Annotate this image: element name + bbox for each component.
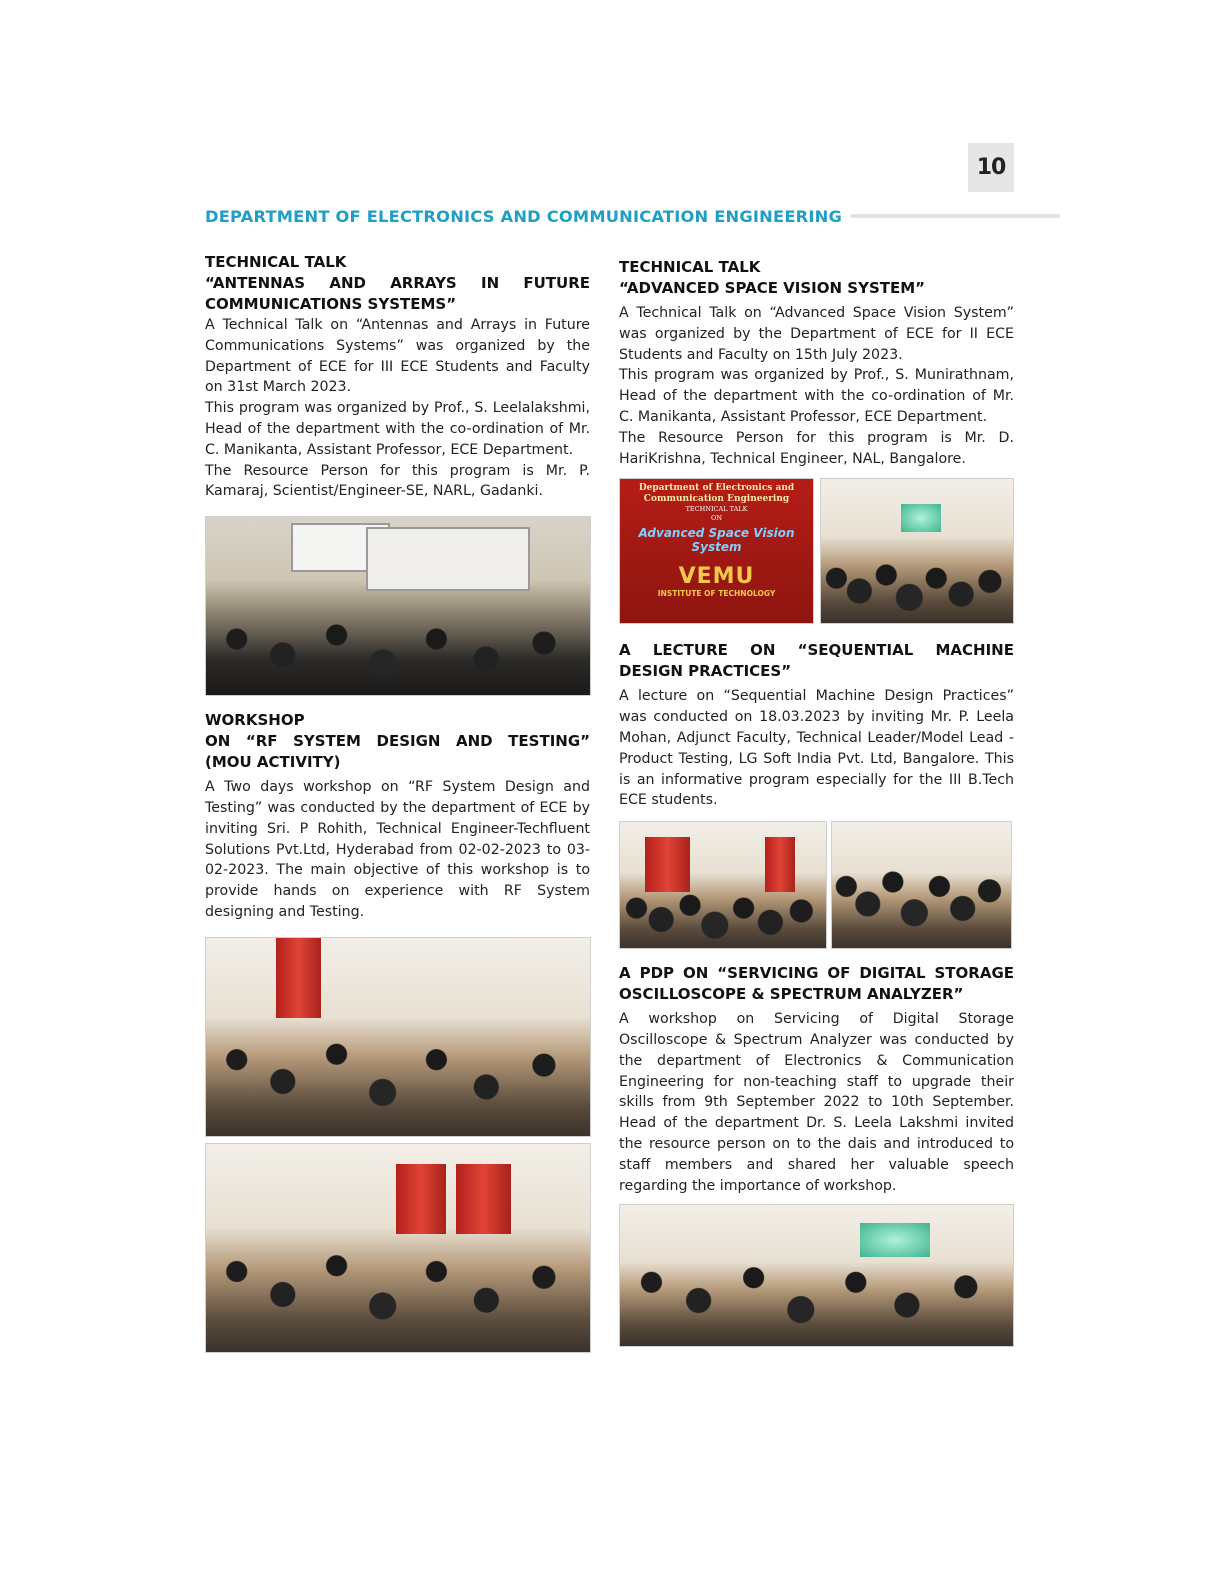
photo-row-lecture (619, 821, 1014, 949)
photo-antennas-talk (205, 516, 591, 696)
pdp-oscilloscope (619, 963, 1014, 1196)
poster-institute: INSTITUTE OF TECHNOLOGY (657, 589, 776, 599)
paragraph: A workshop on Servicing of Digital Storage Oscilloscope & Spectrum Analyzer was conducted by the department of Electronics & Communication Engineering for non-teaching staff to upgrade their skills from 9th September 2022 to 10th September. Head of the department Dr. S. Leela Lakshmi invited the resource person on to the dais and introduced to staff members and shared her valuable speech regarding the importance of workshop. (619, 1011, 1014, 1194)
paragraph: A Technical Talk on “Advanced Space Vision System” was organized by the Department of ECE for II ECE Students and Faculty on 15th July 2023. (619, 305, 1014, 363)
section-heading-title: “ANTENNAS AND ARRAYS IN FUTURE COMMUNICATIONS SYSTEMS” (205, 274, 590, 313)
workshop-rf-system (205, 710, 590, 923)
poster-title: Advanced Space Vision System (638, 526, 795, 555)
technical-talk-space-vision (619, 257, 1014, 469)
right-column (619, 257, 1014, 1347)
poster-line: TECHNICAL TALK (685, 505, 748, 514)
section-heading: A LECTURE ON “SEQUENTIAL MACHINE DESIGN PRACTICES” (619, 641, 1014, 681)
photo-row-space-vision (619, 478, 1014, 624)
section-heading-title: “ADVANCED SPACE VISION SYSTEM” (619, 279, 926, 297)
audience (620, 891, 826, 948)
section-heading: TECHNICAL TALK (205, 253, 347, 271)
page-number: 10 (968, 143, 1014, 192)
whiteboard (366, 527, 530, 591)
paragraph: A Technical Talk on “Antennas and Arrays in Future Communications Systems” was organized by the Department of ECE for III ECE Students and Faculty on 31st March 2023. (205, 317, 590, 396)
section-heading: TECHNICAL TALK (619, 258, 761, 276)
audience (206, 1237, 590, 1351)
department-header (205, 203, 1060, 229)
lecture-sequential-machine (619, 640, 1014, 811)
audience (821, 559, 1013, 624)
paragraph: This program was organized by Prof., S. Munirathnam, Head of the department with the co-ordination of Mr. C. Manikanta, Assistant Professor, ECE Department. (619, 367, 1014, 425)
audience (206, 1027, 590, 1136)
poster-line: Department of Electronics and (638, 483, 795, 494)
event-poster (619, 478, 814, 624)
photo-workshop-lab (205, 1143, 591, 1353)
curtain (396, 1164, 446, 1234)
curtain (276, 938, 321, 1018)
photo-workshop-dais (205, 937, 591, 1137)
audience (832, 860, 1011, 948)
left-column (205, 252, 590, 1353)
paragraph: This program was organized by Prof., S. Leelalakshmi, Head of the department with the co-ordination of Mr. C. Manikanta, Assistant Professor, ECE Department. (205, 400, 590, 458)
section-heading-title: ON “RF SYSTEM DESIGN AND TESTING” (MOU ACTIVITY) (205, 732, 590, 772)
poster-line: Communication Engineering (643, 494, 790, 505)
department-title: DEPARTMENT OF ELECTRONICS AND COMMUNICATION ENGINEERING (205, 206, 843, 226)
paragraph: The Resource Person for this program is Mr. D. HariKrishna, Technical Engineer, NAL, Bangalore. (619, 429, 1014, 467)
technical-talk-antennas (205, 252, 590, 502)
section-heading: WORKSHOP (205, 711, 305, 730)
poster-logo: VEMU (678, 564, 755, 590)
curtain (765, 837, 795, 892)
paragraph: A lecture on “Sequential Machine Design Practices” was conducted on 18.03.2023 by inviting Mr. P. Leela Mohan, Adjunct Faculty, Technical Leader/Model Lead - Product Testing, LG Soft India Pvt. Ltd, Bangalore. This is an informative program especially for the III B.Tech ECE students. (619, 688, 1014, 809)
projector-screen (860, 1223, 930, 1257)
header-rule (850, 214, 1060, 218)
photo-space-vision-talk (820, 478, 1014, 624)
photo-lecture-1 (619, 821, 827, 949)
paragraph: The Resource Person for this program is Mr. P. Kamaraj, Scientist/Engineer-SE, NARL, Gadanki. (205, 462, 590, 500)
curtain (645, 837, 690, 892)
section-heading: A PDP ON “SERVICING OF DIGITAL STORAGE OSCILLOSCOPE & SPECTRUM ANALYZER” (619, 964, 1014, 1004)
paragraph: A Two days workshop on “RF System Design and Testing” was conducted by the department of ECE by inviting Sri. P Rohith, Technical Engineer-Techfluent Solutions Pvt.Ltd, Hyderabad from 02-02-2023 to 03-02-2023. The main objective of this workshop is to provide hands on experience with RF System designing and Testing. (205, 779, 590, 920)
curtain (456, 1164, 511, 1234)
poster-line: ON (710, 514, 723, 523)
audience (620, 1255, 1013, 1347)
photo-pdp-workshop (619, 1204, 1014, 1347)
photo-lecture-2 (831, 821, 1012, 949)
audience (206, 615, 590, 695)
projector-screen (901, 504, 941, 532)
